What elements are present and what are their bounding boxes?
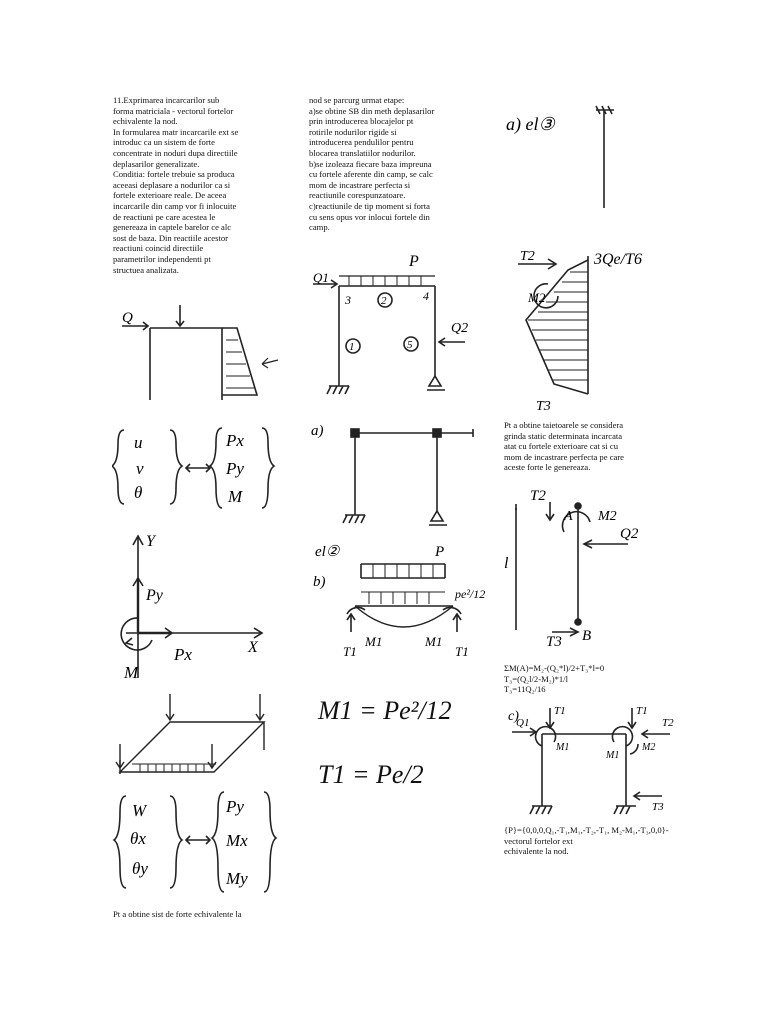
fig5-left-1: θx <box>130 829 146 848</box>
col3-c-figure <box>502 700 682 820</box>
col3-vector-text: {P}={0,0,0,Q₁,-T₁,M₁,-T₂,-T₁, M₂-M₁,-T₃,0,0}-vectorul fortelor ext echivalente la nod. <box>504 825 669 857</box>
fig2-right-1: Py <box>226 459 244 478</box>
col-t2-label: T2 <box>530 488 546 504</box>
diag-ql-label: 3Qe/T6 <box>594 251 642 268</box>
fig3-x-label: X <box>248 639 258 656</box>
col2-beam-figure <box>305 536 485 676</box>
frame-node-3: 3 <box>345 293 351 307</box>
frame-node-2: 2 <box>381 295 387 307</box>
c-label: c) <box>508 709 519 724</box>
beam-t1-right: T1 <box>455 644 469 659</box>
fig5-left-2: θy <box>132 859 148 878</box>
c-m1b-label: M1 <box>606 750 620 761</box>
c-m2-label: M2 <box>642 742 656 753</box>
frame-node-1: 1 <box>349 341 355 353</box>
fig5-right-2: My <box>226 869 248 888</box>
col1-vector-pair-2 <box>112 788 282 898</box>
col1-bottom-text: Pt a obtine sist de forte echivalente la <box>113 909 242 919</box>
eq-t1: T1 = Pe/2 <box>318 760 424 789</box>
frame-q2-label: Q2 <box>451 321 469 336</box>
c-t1b-label: T1 <box>636 705 648 717</box>
col1-intro-text: 11.Exprimarea incarcarilor sub forma matriciala - vectorul fortelor echivalente la nod. In formularea matr incarcarile ext se introduc ca un sistem de forte concentrate in noduri dupa directiile deplasarilor generalizate. Conditia: fortele trebuie sa produca aceeasi deplasare a nodurilor ca si fortele exterioare reale. De aceea incarcarile din camp vor fi inlocuite de reactiuni pe care acestea le genereaza in captele barelor ce alc sost de baza. Din reactiile acestor reactiuni coincid directiile parametrilor independenti pt structuea analizata. <box>113 95 239 275</box>
c-t2-label: T2 <box>662 717 674 729</box>
beam-m1-right: M1 <box>425 634 443 649</box>
fig5-right-1: Mx <box>226 831 248 850</box>
fig2-right-2: M <box>228 487 243 506</box>
fig5-right-0: Py <box>226 797 244 816</box>
col-t3-label: T3 <box>546 634 562 650</box>
fig1-q-label: Q <box>122 310 133 326</box>
beam-pl-label: pe²/12 <box>455 587 485 601</box>
col1-plate-figure <box>112 690 282 790</box>
col-m2-label: M2 <box>598 509 617 524</box>
col3-equations: ΣM(A)=M₂-(Q₂*l)/2+T₃*l=0 T₃=(Q₂l/2-M₂)*1/l T₃=11Q₂/16 <box>504 663 605 695</box>
col2-intro-text: nod se parcurg urmat etape: a)se obtine SB din meth deplasarilor prin introducerea blocajelor pt rotirile nodurilor rigide si introducerea pendulilor pentru blocarea translatiilor nodurilor. b)se izoleaza fiecare baza impreuna cu fortele aferente din camp, se calc mom de incastrare perfecta si reactiunile corespunzatoare. c)reactiunile de tip moment si forta cu sens opus vor inlocui fortele din camp. <box>309 95 435 233</box>
col-b-label: B <box>582 628 592 644</box>
a-label: a) <box>311 423 324 439</box>
diag-m2-label: M2 <box>528 290 546 305</box>
col2-blocked-frame <box>305 415 485 530</box>
col2-frame-figure <box>305 248 485 408</box>
diag-t3-label: T3 <box>536 399 551 414</box>
b-label: b) <box>313 574 326 590</box>
c-t3-label: T3 <box>652 801 664 813</box>
eq-m1: M1 = Pe²/12 <box>318 696 452 725</box>
col-l-label: l <box>504 555 509 572</box>
frame-node-4: 4 <box>423 289 429 303</box>
fig2-left-2: θ <box>134 483 143 502</box>
fig5-left-0: W <box>132 801 147 820</box>
frame-node-5: 5 <box>407 339 413 351</box>
el3-label: a) el③ <box>506 114 555 134</box>
col3-diagram <box>508 244 668 414</box>
el2-label: el② <box>315 544 340 560</box>
fig3-y-label: Y <box>146 533 155 550</box>
col1-frame-figure <box>112 300 287 412</box>
col1-vector-pair-1 <box>112 422 282 514</box>
c-m1a-label: M1 <box>556 742 570 753</box>
c-q1-label: Q1 <box>516 717 530 729</box>
col3-column-figure <box>502 480 672 650</box>
fig3-m-label: M <box>124 663 139 682</box>
fig2-left-0: u <box>134 433 143 452</box>
frame-p-label: P <box>409 253 419 270</box>
diag-t2-label: T2 <box>520 249 535 264</box>
c-t1a-label: T1 <box>554 705 566 717</box>
col-a-label: A <box>564 509 573 524</box>
col3-el3-figure <box>500 96 660 216</box>
fig2-left-1: v <box>136 459 144 478</box>
fig3-px-label: Px <box>174 645 192 664</box>
frame-q1-label: Q1 <box>313 270 329 285</box>
beam-p-label: P <box>435 544 445 560</box>
beam-m1-left: M1 <box>365 634 383 649</box>
col3-text-1: Pt a obtine taietoarele se considera grinda static determinata incarcata atat cu fortele exterioare cat si cu mom de incastrare perfecta pe care aceste forte le genereaza. <box>504 420 624 473</box>
fig3-py-label: Py <box>146 587 163 604</box>
beam-t1-left: T1 <box>343 644 357 659</box>
col1-axes-figure <box>112 528 282 688</box>
fig2-right-0: Px <box>226 431 244 450</box>
col-q2-label: Q2 <box>620 526 639 542</box>
